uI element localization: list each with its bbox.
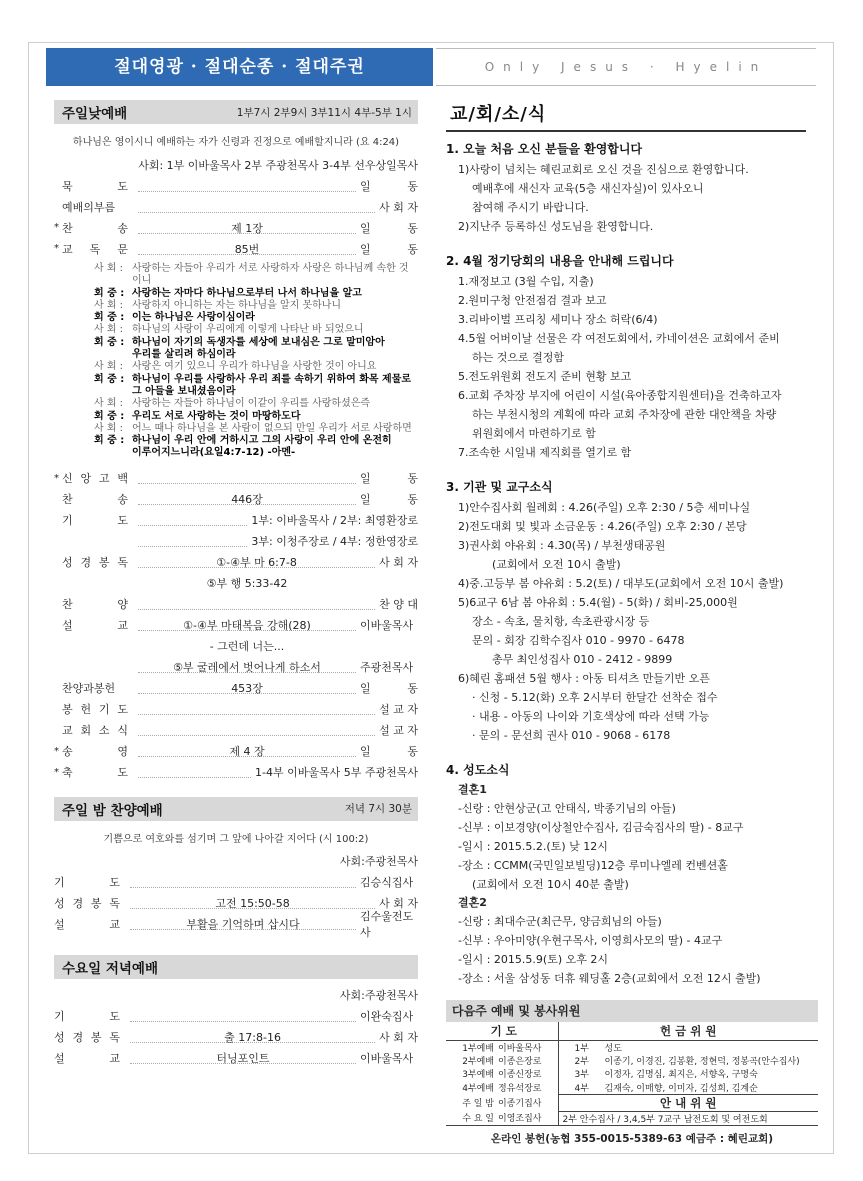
wednesday-presider-text: 사회:주광천목사 (339, 989, 418, 1003)
order-label: 성 경 봉 독 (62, 556, 128, 570)
order-leader: 찬 양 대 (379, 598, 418, 612)
order-label: 송 영 (62, 745, 128, 759)
order-leader-line (130, 876, 356, 888)
order-row (54, 910, 418, 940)
order-row (54, 893, 418, 914)
usher-members: 2부 안수집사 / 3,4,5부 7교구 남전도회 및 여전도회 (562, 1114, 768, 1125)
order-row (54, 489, 418, 510)
order-label: 설 교 (54, 918, 120, 932)
sunday-night-verse: 기쁨으로 여호와를 섬기며 그 앞에 나아갈 지어다 (시 100:2) (103, 833, 369, 845)
offering-cell (558, 1054, 818, 1068)
order-label: 축 도 (62, 766, 128, 780)
order-label: 찬 양 (62, 598, 128, 612)
church-news-list (446, 140, 820, 988)
order-leader-line (138, 493, 356, 505)
order-leader: 1부: 이바울목사 / 2부: 최영환장로 (251, 514, 418, 528)
standing-mark: * (54, 766, 59, 778)
order-row (54, 196, 418, 217)
order-row (54, 762, 418, 783)
order-leader: 이완숙집사 (360, 1010, 414, 1024)
reading-speaker: 사 회 : (94, 299, 124, 311)
prayer-person: 정유석장로 (498, 1083, 542, 1094)
order-label: 찬 송 (62, 493, 128, 507)
order-leader-line (138, 724, 375, 736)
sunday-order-list-2 (54, 468, 418, 783)
news-section (446, 761, 820, 988)
order-row (54, 636, 418, 657)
sunday-presider-text: 사회: 1부 이바울목사 2부 주광천목사 3-4부 선우상일목사 (138, 158, 418, 172)
reading-line (94, 398, 418, 410)
church-news-column (446, 100, 820, 1146)
offering-head: 헌 금 위 원 (558, 1022, 818, 1040)
order-content: ①-④부 마 6:7-8 (216, 556, 297, 570)
service-committee-title: 다음주 예배 및 봉사위원 (446, 1000, 818, 1022)
news-item: -신부 : 우아미양(우현구목사, 이영희사모의 딸) - 4교구 (458, 934, 723, 947)
news-item: -일시 : 2015.5.9(토) 오후 2시 (458, 953, 608, 966)
reading-text: 어느 때나 하나님을 본 사람이 없으되 만일 우리가 서로 사랑하면 (132, 422, 412, 434)
order-row (54, 468, 418, 489)
reading-text: 이는 하나님은 사랑이심이라 (132, 312, 255, 324)
order-leader-line (130, 1052, 356, 1064)
order-leader-line (138, 661, 356, 673)
sunday-night-presider-text: 사회:주광천목사 (339, 855, 418, 869)
news-item: 2.원미구청 안전점검 결과 보고 (458, 294, 607, 307)
offering-members: 성도 (604, 1043, 622, 1054)
order-row (54, 217, 418, 238)
prayer-cell (446, 1054, 558, 1068)
news-item: 5.전도위원회 전도지 준비 현황 보고 (458, 370, 632, 383)
sunday-night-order-list (54, 872, 418, 940)
news-item: -신랑 : 안현상군(고 안태식, 박종기님의 아들) (458, 802, 676, 815)
order-leader: 일 동 (360, 179, 418, 193)
news-item: 하는 부천시청의 계획에 따라 교회 주차장에 관한 대안책을 차량 (472, 408, 777, 421)
reading-line (94, 447, 418, 459)
order-leader-line (138, 703, 375, 715)
news-subheading: 결혼2 (458, 896, 487, 909)
order-row (54, 594, 418, 615)
prayer-service: 2부예배 (462, 1056, 494, 1067)
order-label: 예배의부름 (62, 200, 116, 214)
prayer-person: 이바울목사 (498, 1043, 542, 1054)
news-item: 3.리바이벌 프리칭 세미나 장소 허락(6/4) (458, 313, 658, 326)
news-item: 장소 - 속초, 물치항, 속초관광시장 등 (472, 615, 650, 628)
reading-text: 하나님이 자기의 독생자를 세상에 보내심은 그로 말미암아 (132, 336, 385, 348)
news-section-title: 4. 성도소식 (446, 763, 510, 777)
order-label: 기 도 (54, 1010, 120, 1024)
service-table (446, 1022, 818, 1146)
order-leader-line (138, 766, 251, 778)
reading-text: 사랑하는 자들아 하나님이 이같이 우리를 사랑하셨은즉 (132, 398, 371, 410)
order-leader: 설 교 자 (379, 724, 418, 738)
prayer-head: 기 도 (446, 1022, 558, 1040)
order-leader-line (138, 682, 356, 694)
news-item: (교회에서 오전 10시 출발) (492, 558, 621, 571)
order-leader: 김승식집사 (360, 876, 414, 890)
news-item: 2)전도대회 및 빛과 소금운동 : 4.26(주일) 오후 2:30 / 본당 (458, 520, 747, 533)
reading-text: 하나님이 우리 안에 거하시고 그의 사랑이 우리 안에 온전히 (132, 435, 392, 447)
order-row (54, 657, 418, 678)
news-item: 1)사랑이 넘치는 혜린교회로 오신 것을 진심으로 환영합니다. (458, 163, 749, 176)
reading-line (94, 361, 418, 373)
sunday-verse: 하나님은 영이시니 예배하는 자가 신령과 진정으로 예배할지니라 (요 4:24) (72, 137, 400, 148)
usher-head: 안 내 위 원 (558, 1094, 818, 1111)
offering-members: 이정자, 김명심, 최지은, 서향옥, 구명숙 (604, 1070, 758, 1081)
news-item: 위원회에서 마련하기로 함 (472, 427, 596, 440)
offering-service: 2부 (574, 1056, 589, 1067)
standing-mark: * (54, 243, 59, 254)
standing-mark: * (54, 745, 59, 757)
online-offering: 온라인 봉헌(농협 355-0015-5389-63 예금주 : 혜린교회) (446, 1125, 818, 1146)
reading-text: 우리도 서로 사랑하는 것이 마땅하도다 (132, 410, 301, 422)
reading-text: 사랑하는 자들아 우리가 서로 사랑하자 사랑은 하나님께 속한 것이니 (132, 263, 409, 287)
order-leader-line (138, 535, 247, 547)
news-item: 1)안수집사회 월례회 : 4.26(주일) 오후 2:30 / 5층 세미나실 (458, 501, 751, 514)
news-item: (교회에서 오전 10시 40분 출발) (472, 878, 629, 891)
order-label: 교 회 소 식 (62, 724, 128, 738)
worship-order-column (54, 100, 418, 1069)
order-label: 묵 도 (62, 179, 128, 193)
order-content: ⑤부 행 5:33-42 (206, 577, 288, 591)
reading-text: 사랑은 여기 있으니 우리가 하나님을 사랑한 것이 아니요 (132, 361, 377, 373)
order-content: 부활을 기억하며 삽시다 (186, 918, 300, 932)
order-leader-line (130, 1031, 375, 1043)
reading-line (94, 312, 418, 324)
order-label: 성 경 봉 독 (54, 1031, 120, 1045)
reading-speaker: 회 중 : (94, 312, 125, 324)
news-item: 문의 - 회장 김학수집사 010 - 9970 - 6478 (472, 634, 685, 647)
order-leader-line (130, 918, 356, 930)
order-content: 출 17:8-16 (224, 1031, 281, 1045)
reading-speaker: 사 회 : (94, 361, 124, 373)
reading-speaker: 회 중 : (94, 287, 125, 299)
sunday-order-list (54, 175, 418, 259)
church-motto: Only Jesus · Hyelin (436, 48, 816, 86)
order-content: 446장 (231, 493, 263, 507)
order-row (54, 699, 418, 720)
order-content: 453장 (231, 682, 263, 696)
order-label: 설 교 (62, 619, 128, 633)
reading-text: 사랑하지 아니하는 자는 하나님을 알지 못하나니 (132, 299, 342, 311)
offering-members: 이종기, 이경진, 김봉환, 정현덕, 정봉곡(안수집사) (604, 1056, 800, 1067)
offering-service: 1부 (574, 1043, 589, 1054)
order-leader: 일 동 (360, 682, 418, 696)
order-content: 터닝포인트 (216, 1052, 270, 1066)
reading-text: 그 아들을 보내셨음이라 (132, 385, 236, 397)
service-row (446, 1081, 818, 1095)
order-leader-line (138, 243, 356, 255)
order-leader: 일 동 (360, 221, 418, 235)
order-row (54, 1048, 418, 1069)
news-item: · 문의 - 문선희 권사 010 - 9068 - 6178 (472, 729, 671, 742)
prayer-person: 이영조집사 (498, 1114, 542, 1125)
news-item: 4.5월 어버이날 선물은 각 여전도회에서, 카네이션은 교회에서 준비 (458, 332, 780, 345)
prayer-cell (446, 1111, 558, 1125)
service-row (446, 1111, 818, 1125)
prayer-service: 3부예배 (462, 1070, 494, 1081)
order-leader: 사 회 자 (379, 200, 418, 214)
reading-line (94, 423, 418, 435)
sunday-worship-times: 1부7시 2부9시 3부11시 4부-5부 1시 (236, 106, 412, 119)
reading-line (94, 263, 418, 288)
order-row (54, 531, 418, 552)
news-section (446, 140, 820, 236)
order-content: ①-④부 마태복음 강해(28) (183, 619, 311, 633)
news-item: -신부 : 이보경양(이상철안수집사, 김금숙집사의 딸) - 8교구 (458, 821, 744, 834)
order-leader: 주광천목사 (360, 661, 414, 675)
order-leader-line (138, 745, 356, 757)
order-leader: 김수울전도사 (360, 910, 414, 940)
news-item: · 내용 - 아동의 나이와 기호색상에 따라 선택 가능 (472, 710, 710, 723)
sunday-presider (54, 154, 418, 175)
reading-speaker (94, 386, 132, 398)
reading-speaker: 사 회 : (94, 398, 124, 410)
order-leader: 사 회 자 (379, 897, 418, 911)
offering-members: 김재숙, 이매향, 이미자, 김성희, 김계순 (604, 1083, 758, 1094)
order-leader: 일 동 (360, 242, 418, 256)
wednesday-title: 수요일 저녁예배 (62, 960, 158, 977)
standing-mark: * (54, 222, 59, 233)
order-content: 고전 15:50-58 (215, 897, 290, 911)
order-leader-line (138, 577, 356, 589)
order-leader-line (138, 640, 356, 652)
order-label: 기 도 (54, 876, 120, 890)
prayer-cell (446, 1081, 558, 1095)
reading-line (94, 411, 418, 423)
order-row (54, 720, 418, 741)
reading-line (94, 374, 418, 386)
service-committee (446, 1000, 818, 1146)
news-item: 6)혜린 홈패션 5월 행사 : 아동 티셔츠 만들기반 오픈 (458, 672, 710, 685)
wednesday-header (54, 955, 418, 979)
service-row (446, 1040, 818, 1054)
news-item: 2)지난주 등록하신 성도님을 환영합니다. (458, 220, 654, 233)
order-leader-line (138, 598, 375, 610)
sunday-night-header (54, 797, 418, 821)
order-content: 제 1장 (231, 221, 263, 235)
prayer-service: 1부예배 (462, 1043, 494, 1054)
prayer-person: 이종신장로 (498, 1070, 542, 1081)
reading-text: 우리를 살리려 하심이라 (132, 349, 236, 361)
order-leader-line (130, 897, 375, 909)
prayer-service: 주 일 밤 (462, 1099, 494, 1109)
order-leader-line (130, 1010, 356, 1022)
news-section (446, 478, 820, 745)
news-section-title: 1. 오늘 처음 오신 분들을 환영합니다 (446, 142, 643, 156)
service-row (446, 1067, 818, 1081)
news-section-title: 2. 4월 정기당회의 내용을 안내해 드립니다 (446, 254, 674, 268)
reading-speaker: 사 회 : (94, 422, 124, 434)
order-leader: 이바울목사 (360, 619, 414, 633)
order-row (54, 1006, 418, 1027)
order-label: 찬 송 (62, 221, 128, 235)
sunday-night-time: 저녁 7시 30분 (344, 803, 412, 816)
news-item: -장소 : 서울 삼성동 더휴 웨딩홀 2층(교회에서 오전 12시 출발) (458, 972, 761, 985)
order-leader: 일 동 (360, 493, 418, 507)
order-leader: 1-4부 이바울목사 5부 주광천목사 (255, 766, 418, 780)
reading-line (94, 324, 418, 336)
order-row (54, 175, 418, 196)
offering-service: 3부 (574, 1070, 589, 1081)
news-item: 총무 최인성집사 010 - 2412 - 9899 (492, 653, 673, 666)
order-leader: 일 동 (360, 472, 418, 486)
reading-speaker: 회 중 : (94, 373, 125, 385)
reading-line (94, 349, 418, 361)
prayer-person: 이종기집사 (498, 1099, 542, 1109)
order-row (54, 238, 418, 259)
order-leader: 설 교 자 (379, 703, 418, 717)
order-label: 교 독 문 (62, 242, 128, 256)
news-item: 6.교회 주차장 부지에 어린이 시설(육아종합지원센터)을 건축하고자 (458, 389, 782, 402)
order-content: 제 4 장 (229, 745, 265, 759)
order-content: 85번 (234, 242, 260, 256)
news-item: 3)권사회 야유회 : 4.30(목) / 부천생태공원 (458, 539, 666, 552)
service-row (446, 1054, 818, 1068)
news-item: -신랑 : 최대수군(최근무, 양금희님의 아들) (458, 915, 662, 928)
news-item: 하는 것으로 결정함 (472, 351, 565, 364)
reading-text: 하나님의 사랑이 우리에게 이렇게 나타난 바 되었으니 (132, 324, 364, 336)
offering-cell (558, 1040, 818, 1054)
news-item: 예배후에 새신자 교육(5층 새신자실)이 있사오니 (472, 182, 704, 195)
reading-speaker: 회 중 : (94, 410, 125, 422)
news-item: -장소 : CCMM(국민일보빌딩)12층 루미나엘레 컨벤션홀 (458, 859, 728, 872)
reading-text: 이루어지느니라(요일4:7-12) -아멘- (132, 447, 296, 459)
slogan-banner: 절대영광 · 절대순종 · 절대주권 (46, 48, 433, 86)
order-leader-line (138, 222, 356, 234)
order-row (54, 510, 418, 531)
order-row (54, 615, 418, 636)
order-leader: 3부: 이청주장로 / 4부: 정한영장로 (251, 535, 418, 549)
order-row (54, 1027, 418, 1048)
offering-cell (558, 1081, 818, 1095)
reading-speaker (94, 447, 132, 459)
order-leader-line (138, 201, 375, 213)
news-item: -일시 : 2015.5.2.(토) 낮 12시 (458, 840, 608, 853)
news-section (446, 252, 820, 462)
prayer-service: 수 요 일 (462, 1114, 494, 1125)
reading-line (94, 288, 418, 300)
reading-speaker: 회 중 : (94, 435, 125, 447)
sunday-worship-title: 주일낮예배 (62, 106, 128, 122)
sunday-night-title: 주일 밤 찬양예배 (62, 802, 163, 819)
order-label: 봉 헌 기 도 (62, 703, 128, 717)
order-leader: 일 동 (360, 745, 418, 759)
news-item: 참여해 주시기 바랍니다. (472, 201, 589, 214)
service-row (446, 1094, 818, 1111)
news-item: · 신청 - 5.12(화) 오후 2시부터 한달간 선착순 접수 (472, 691, 718, 704)
order-leader-line (138, 472, 356, 484)
prayer-person: 이종은장로 (498, 1056, 542, 1067)
order-row (54, 678, 418, 699)
news-item: 5)6교구 6남 봄 야유회 : 5.4(월) - 5(화) / 회비-25,000원 (458, 596, 738, 609)
news-subheading: 결혼1 (458, 783, 487, 796)
reading-line (94, 337, 418, 349)
order-leader: 이바울목사 (360, 1052, 414, 1066)
prayer-service: 4부예배 (462, 1083, 494, 1094)
reading-speaker: 사 회 : (94, 324, 124, 336)
reading-line (94, 386, 418, 398)
sunday-worship-header (54, 100, 418, 124)
order-leader-line (138, 556, 375, 568)
order-leader-line (138, 619, 356, 631)
order-leader-line (138, 514, 247, 526)
order-content: - 그런데 너는... (209, 640, 285, 654)
reading-text: 하나님이 우리를 사랑하사 우리 죄를 속하기 위하여 화목 제물로 (132, 373, 412, 385)
standing-mark: * (54, 472, 59, 484)
reading-text: 사랑하는 자마다 하나님으로부터 나서 하나님을 알고 (132, 287, 362, 299)
order-leader: 사 회 자 (379, 1031, 418, 1045)
order-leader-line (138, 180, 356, 192)
order-row (54, 573, 418, 594)
reading-speaker (94, 349, 132, 361)
offering-cell (558, 1067, 818, 1081)
order-leader: 사 회 자 (379, 556, 418, 570)
order-content: ⑤부 굴레에서 벗어나게 하소서 (173, 661, 321, 675)
order-label: 신 앙 고 백 (62, 472, 128, 486)
news-item: 4)중.고등부 봄 야유회 : 5.2(토) / 대부도(교회에서 오전 10시 출발) (458, 577, 784, 590)
wednesday-presider (54, 985, 418, 1006)
responsive-reading (94, 263, 418, 460)
offering-service: 4부 (574, 1083, 589, 1094)
reading-line (94, 435, 418, 447)
reading-speaker: 사 회 : (94, 263, 124, 274)
order-row (54, 741, 418, 762)
prayer-cell (446, 1067, 558, 1081)
news-item: 1.재정보고 (3월 수입, 지출) (458, 275, 594, 288)
sunday-night-presider (54, 851, 418, 872)
order-label: 성 경 봉 독 (54, 897, 120, 911)
news-section-title: 3. 기관 및 교구소식 (446, 480, 553, 494)
news-item: 7.조속한 시일내 제직회를 열기로 함 (458, 446, 632, 459)
order-row (54, 552, 418, 573)
wednesday-order-list (54, 1006, 418, 1069)
reading-line (94, 300, 418, 312)
order-label: 찬양과봉헌 (62, 682, 116, 696)
prayer-cell (446, 1040, 558, 1054)
order-label: 설 교 (54, 1052, 120, 1066)
order-label: 기 도 (62, 514, 128, 528)
reading-speaker: 회 중 : (94, 336, 125, 348)
prayer-cell (446, 1094, 558, 1111)
order-row (54, 872, 418, 893)
church-news-title: 교/회/소/식 (446, 100, 806, 132)
